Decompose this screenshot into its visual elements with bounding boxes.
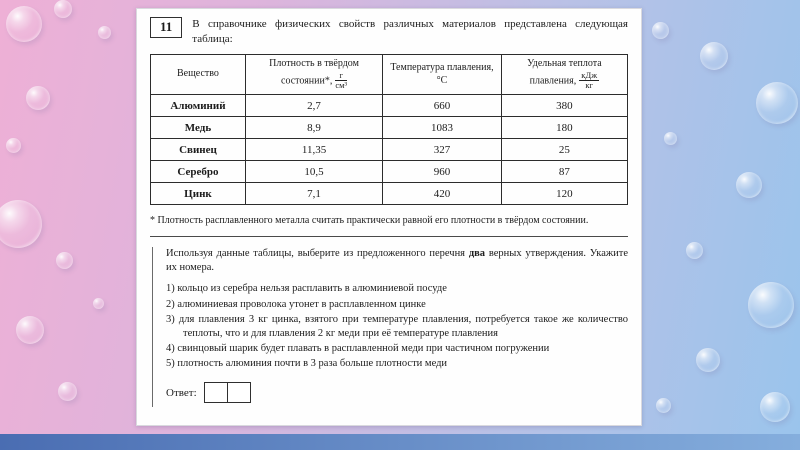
answer-box-2 xyxy=(227,382,251,403)
table-row xyxy=(151,95,628,117)
answer-row xyxy=(166,382,628,407)
cell-substance: Алюминий xyxy=(151,95,246,117)
properties-table xyxy=(150,54,628,205)
task-bold-word: два xyxy=(468,248,486,260)
answer-box-1 xyxy=(204,382,228,403)
option-5: 5) плотность алюминия почти в 3 раза больше плотности меди xyxy=(166,358,448,370)
bubble-decoration xyxy=(664,132,677,145)
cell-substance: Серебро xyxy=(151,161,246,183)
option-3: 3) для плавления 3 кг цинка, взятого при температуре плавления, потребуется такое же количество теплоты, что и для плавления 2 кг меди при её температуре плавления xyxy=(166,313,628,339)
cell-heat: 120 xyxy=(501,183,627,205)
bubble-decoration xyxy=(656,398,671,413)
option-4: 4) свинцовый шарик будет плавать в расплавленной меди при частичном погружении xyxy=(166,343,550,355)
bubble-decoration xyxy=(58,382,77,401)
bubble-decoration xyxy=(54,0,72,18)
cell-substance: Медь xyxy=(151,117,246,139)
cell-melt-temp: 420 xyxy=(383,183,502,205)
slide-bottom-bar xyxy=(0,434,800,450)
table-row xyxy=(151,161,628,183)
bubble-decoration xyxy=(736,172,762,198)
bubble-decoration xyxy=(93,298,104,309)
bubble-decoration xyxy=(686,242,703,259)
bubble-decoration xyxy=(16,316,44,344)
worksheet-page xyxy=(136,8,642,426)
cell-heat: 180 xyxy=(501,117,627,139)
bubble-decoration xyxy=(6,138,21,153)
col-header-density: Плотность в твёрдом состоянии*, $\frac{г}{\text{см³}}$ xyxy=(245,55,382,95)
cell-heat: 380 xyxy=(501,95,627,117)
col-header-melt-temp: Температура плавления, °С xyxy=(383,55,502,95)
cell-melt-temp: 1083 xyxy=(383,117,502,139)
options-list xyxy=(166,282,628,371)
col-header-heat-fusion: Удельная теплота плавления, $\frac{\text{кДж}}{кг}$ xyxy=(501,55,627,95)
bubble-decoration xyxy=(0,200,42,248)
bubble-decoration xyxy=(98,26,111,39)
answer-boxes xyxy=(204,382,251,403)
table-header-row xyxy=(151,55,628,95)
bubble-decoration xyxy=(652,22,669,39)
cell-substance: Цинк xyxy=(151,183,246,205)
bubble-decoration xyxy=(760,392,790,422)
table-row xyxy=(151,139,628,161)
task-section xyxy=(152,247,628,407)
bubble-decoration xyxy=(756,82,798,124)
table-footnote: * Плотность расплавленного металла считать практически равной его плотности в твёрдом состоянии. xyxy=(150,214,628,237)
option-1: 1) кольцо из серебра нельзя расплавить в алюминиевой посуде xyxy=(166,283,447,295)
cell-melt-temp: 327 xyxy=(383,139,502,161)
bubble-decoration xyxy=(696,348,720,372)
answer-label: Ответ: xyxy=(166,386,197,399)
cell-heat: 87 xyxy=(501,161,627,183)
task-instruction: Используя данные таблицы, выберите из предложенного перечня два верных утверждения. Укажите их номера. xyxy=(166,248,628,274)
problem-intro-text: В справочнике физических свойств различных материалов представлена следующая таблица: xyxy=(192,18,628,45)
option-2: 2) алюминиевая проволока утонет в расплавленном цинке xyxy=(166,298,426,310)
cell-density: 10,5 xyxy=(245,161,382,183)
table-row xyxy=(151,183,628,205)
cell-melt-temp: 660 xyxy=(383,95,502,117)
cell-density: 11,35 xyxy=(245,139,382,161)
bubble-decoration xyxy=(26,86,50,110)
table-row xyxy=(151,117,628,139)
problem-header xyxy=(150,17,628,46)
cell-substance: Свинец xyxy=(151,139,246,161)
problem-number: 11 xyxy=(150,17,182,38)
bubble-decoration xyxy=(6,6,42,42)
bubble-decoration xyxy=(700,42,728,70)
cell-density: 8,9 xyxy=(245,117,382,139)
fraction-g-per-cm3: $\frac{г}{\text{см³}}$ xyxy=(335,69,348,91)
cell-melt-temp: 960 xyxy=(383,161,502,183)
cell-density: 2,7 xyxy=(245,95,382,117)
col-header-substance: Вещество xyxy=(151,55,246,95)
bubble-decoration xyxy=(748,282,794,328)
cell-density: 7,1 xyxy=(245,183,382,205)
bubble-decoration xyxy=(56,252,73,269)
cell-heat: 25 xyxy=(501,139,627,161)
fraction-kj-per-kg: $\frac{\text{кДж}}{кг}$ xyxy=(581,69,598,91)
